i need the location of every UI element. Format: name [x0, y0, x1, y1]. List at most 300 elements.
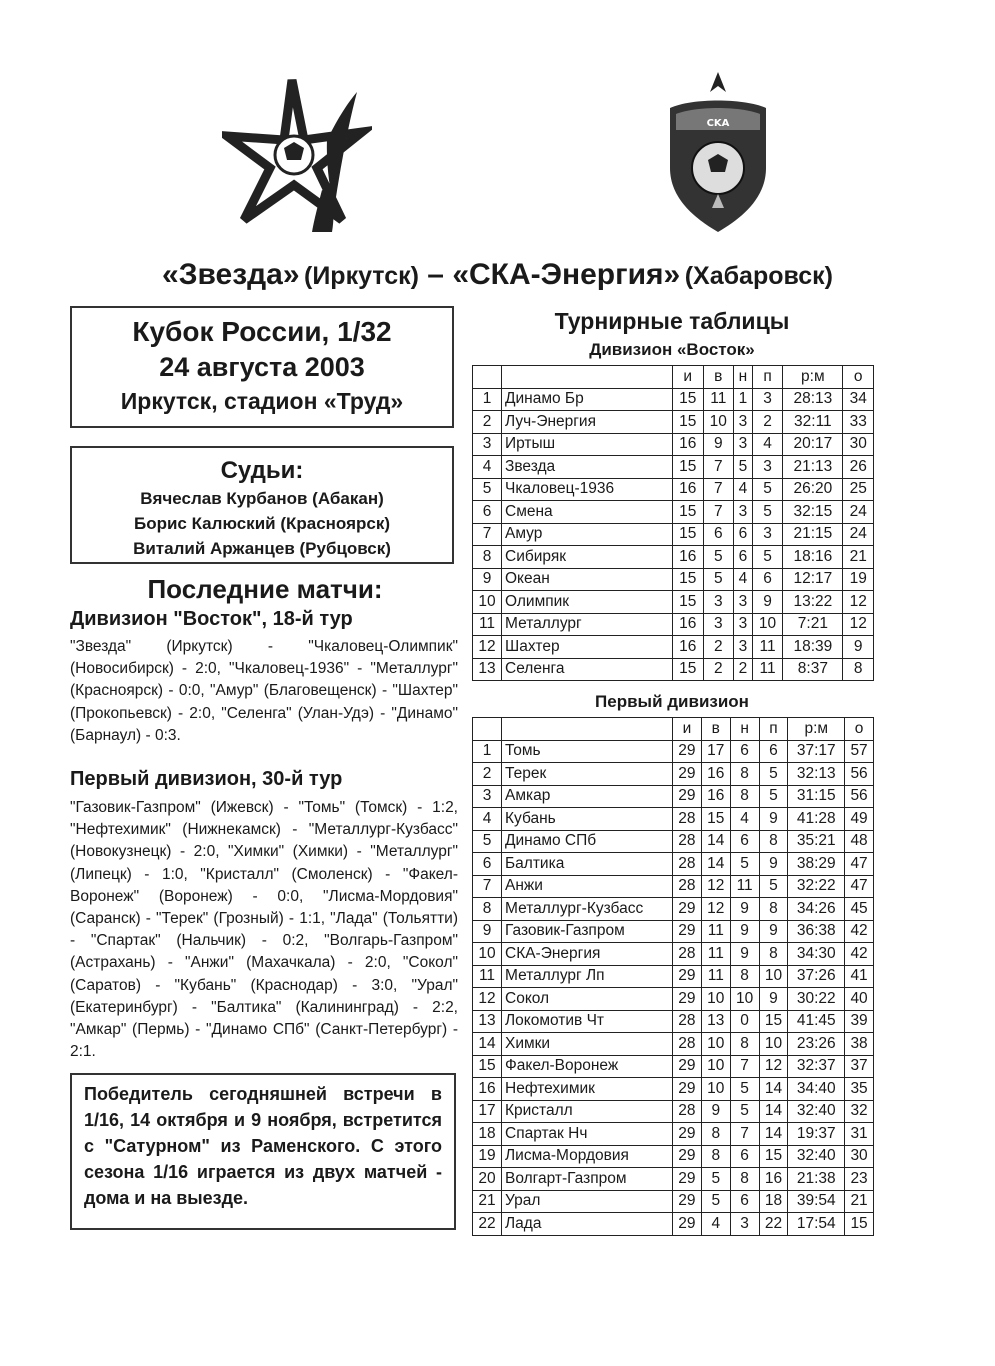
column-header: н [730, 718, 759, 741]
table-cell: 15 [673, 591, 704, 614]
table-cell: 28 [673, 943, 702, 966]
team-name-cell: Металлург Лп [502, 965, 673, 988]
table-cell: 6 [759, 740, 788, 763]
team-name-cell: СКА-Энергия [502, 943, 673, 966]
table-cell: 8:37 [783, 658, 843, 681]
vostok-round-title: Дивизион "Восток", 18-й тур [70, 608, 353, 630]
table-row [473, 1190, 874, 1213]
table-row [473, 1123, 874, 1146]
table-cell: 35 [845, 1078, 874, 1101]
table-cell: 9 [701, 1100, 730, 1123]
table-row [473, 456, 874, 479]
table-cell: 9 [752, 591, 783, 614]
table-cell: 8 [730, 763, 759, 786]
table-cell: 11 [703, 388, 734, 411]
table-cell: 8 [730, 965, 759, 988]
table-cell: 7 [730, 1055, 759, 1078]
table-cell: 18:39 [783, 636, 843, 659]
table-cell: 21 [843, 546, 874, 569]
table-cell: 31:15 [788, 785, 845, 808]
table-cell: 10 [701, 988, 730, 1011]
column-header [502, 366, 673, 389]
table-cell: 15 [673, 568, 704, 591]
table-cell: 16 [701, 785, 730, 808]
table-row [473, 1145, 874, 1168]
table-cell: 17 [701, 740, 730, 763]
table-cell: 10 [759, 965, 788, 988]
table-cell: 8 [843, 658, 874, 681]
table-cell: 29 [673, 920, 702, 943]
table-cell: 1 [473, 740, 502, 763]
table-cell: 28 [673, 1010, 702, 1033]
table-cell: 10 [759, 1033, 788, 1056]
table-row [473, 988, 874, 1011]
table-cell: 4 [734, 568, 753, 591]
column-header: в [703, 366, 734, 389]
table-row [473, 568, 874, 591]
table-cell: 9 [730, 898, 759, 921]
table-cell: 17:54 [788, 1213, 845, 1236]
table-cell: 2 [703, 636, 734, 659]
table-cell: 11 [730, 875, 759, 898]
table-cell: 16 [673, 478, 704, 501]
table-cell: 9 [473, 568, 502, 591]
table-row [473, 1010, 874, 1033]
table-cell: 19:37 [788, 1123, 845, 1146]
table-cell: 4 [701, 1213, 730, 1236]
table-cell: 10 [701, 1078, 730, 1101]
title-dash: – [418, 258, 453, 291]
table-cell: 7 [473, 523, 502, 546]
table-header-row [473, 366, 874, 389]
table-cell: 15 [673, 411, 704, 434]
table-cell: 30 [845, 1145, 874, 1168]
table-cell: 26 [843, 456, 874, 479]
table-cell: 4 [730, 808, 759, 831]
team-name-cell: Нефтехимик [502, 1078, 673, 1101]
table-cell: 34:26 [788, 898, 845, 921]
team-name-cell: Смена [502, 501, 673, 524]
table-cell: 9 [759, 920, 788, 943]
team-name-cell: Балтика [502, 853, 673, 876]
team-name-cell: Чкаловец-1936 [502, 478, 673, 501]
table-cell: 9 [843, 636, 874, 659]
table-cell: 4 [752, 433, 783, 456]
team-name-cell: Динамо Бр [502, 388, 673, 411]
table-cell: 21 [473, 1190, 502, 1213]
table-cell: 15 [673, 388, 704, 411]
table-cell: 3 [703, 613, 734, 636]
table-cell: 6 [734, 546, 753, 569]
table-cell: 32:40 [788, 1145, 845, 1168]
table-cell: 13:22 [783, 591, 843, 614]
team-name-cell: Урал [502, 1190, 673, 1213]
table-cell: 3 [752, 388, 783, 411]
table-cell: 15 [473, 1055, 502, 1078]
table-cell: 22 [759, 1213, 788, 1236]
table-cell: 3 [473, 433, 502, 456]
team-name-cell: Кристалл [502, 1100, 673, 1123]
table-cell: 3 [734, 411, 753, 434]
table-cell: 28 [673, 808, 702, 831]
table-row [473, 591, 874, 614]
table-cell: 10 [701, 1055, 730, 1078]
table-cell: 10 [473, 591, 502, 614]
table-cell: 40 [845, 988, 874, 1011]
table-cell: 31 [845, 1123, 874, 1146]
table-cell: 29 [673, 965, 702, 988]
team-name-cell: Томь [502, 740, 673, 763]
table-cell: 11 [473, 613, 502, 636]
table-cell: 1 [473, 388, 502, 411]
table-cell: 5 [703, 568, 734, 591]
table-cell: 12 [701, 875, 730, 898]
table-cell: 13 [701, 1010, 730, 1033]
table-cell: 28 [673, 853, 702, 876]
team-name-cell: Луч-Энергия [502, 411, 673, 434]
team-name-cell: Терек [502, 763, 673, 786]
table-cell: 16 [473, 1078, 502, 1101]
column-header: о [845, 718, 874, 741]
table-cell: 21:15 [783, 523, 843, 546]
match-venue: Иркутск, стадион «Труд» [120, 388, 404, 414]
first-division-round-title: Первый дивизион, 30-й тур [70, 768, 343, 790]
table-cell: 32:37 [788, 1055, 845, 1078]
table-cell: 12 [759, 1055, 788, 1078]
column-header [473, 366, 502, 389]
table-cell: 1 [734, 388, 753, 411]
table-cell: 6 [752, 568, 783, 591]
table-cell: 18 [473, 1123, 502, 1146]
table-cell: 28 [673, 875, 702, 898]
table-cell: 20:17 [783, 433, 843, 456]
table-cell: 10 [730, 988, 759, 1011]
table-cell: 28:13 [783, 388, 843, 411]
table-cell: 5 [752, 478, 783, 501]
table-cell: 6 [730, 830, 759, 853]
column-header: п [759, 718, 788, 741]
table-cell: 12 [473, 988, 502, 1011]
table-cell: 29 [673, 1213, 702, 1236]
first-division-table-title: Первый дивизион [595, 692, 749, 711]
table-cell: 7 [703, 478, 734, 501]
table-row [473, 433, 874, 456]
table-cell: 6 [730, 1190, 759, 1213]
table-cell: 12 [473, 636, 502, 659]
table-cell: 15 [673, 658, 704, 681]
table-cell: 32:40 [788, 1100, 845, 1123]
table-cell: 45 [845, 898, 874, 921]
table-row [473, 1055, 874, 1078]
table-cell: 20 [473, 1168, 502, 1191]
team-name-cell: Амкар [502, 785, 673, 808]
table-cell: 5 [752, 501, 783, 524]
table-cell: 13 [473, 658, 502, 681]
table-cell: 5 [701, 1190, 730, 1213]
table-cell: 15 [673, 456, 704, 479]
match-date: 24 августа 2003 [159, 352, 365, 382]
table-cell: 7:21 [783, 613, 843, 636]
table-cell: 14 [701, 853, 730, 876]
table-cell: 5 [734, 456, 753, 479]
match-title [30, 258, 965, 292]
table-cell: 8 [701, 1123, 730, 1146]
table-cell: 29 [673, 740, 702, 763]
table-cell: 3 [703, 591, 734, 614]
table-cell: 9 [473, 920, 502, 943]
table-cell: 15 [759, 1010, 788, 1033]
team-name-cell: Химки [502, 1033, 673, 1056]
table-row [473, 1033, 874, 1056]
table-row [473, 875, 874, 898]
table-cell: 14 [759, 1123, 788, 1146]
last-matches-title: Последние матчи: [147, 574, 383, 604]
first-division-standings-table [472, 717, 874, 1236]
table-header-row [473, 718, 874, 741]
table-cell: 4 [473, 456, 502, 479]
team-name-cell: Амур [502, 523, 673, 546]
table-row [473, 1100, 874, 1123]
table-cell: 12 [843, 613, 874, 636]
table-cell: 11 [701, 920, 730, 943]
table-cell: 3 [734, 613, 753, 636]
table-cell: 15 [701, 808, 730, 831]
table-row [473, 546, 874, 569]
team-name-cell: Шахтер [502, 636, 673, 659]
table-row [473, 388, 874, 411]
table-cell: 28 [673, 1033, 702, 1056]
table-row [473, 830, 874, 853]
team-name-cell: Иртыш [502, 433, 673, 456]
table-row [473, 853, 874, 876]
table-cell: 2 [734, 658, 753, 681]
table-cell: 57 [845, 740, 874, 763]
table-row [473, 523, 874, 546]
table-cell: 17 [473, 1100, 502, 1123]
table-cell: 9 [703, 433, 734, 456]
table-cell: 42 [845, 920, 874, 943]
table-cell: 5 [730, 853, 759, 876]
table-cell: 16 [673, 546, 704, 569]
table-cell: 37:17 [788, 740, 845, 763]
table-cell: 8 [730, 785, 759, 808]
table-cell: 9 [759, 988, 788, 1011]
table-cell: 18 [759, 1190, 788, 1213]
team-name-cell: Лисма-Мордовия [502, 1145, 673, 1168]
table-cell: 3 [734, 591, 753, 614]
team-name-cell: Волгарт-Газпром [502, 1168, 673, 1191]
table-cell: 56 [845, 785, 874, 808]
table-cell: 29 [673, 1145, 702, 1168]
team-name-cell: Газовик-Газпром [502, 920, 673, 943]
table-cell: 2 [473, 763, 502, 786]
column-header [502, 718, 673, 741]
team-name-cell: Океан [502, 568, 673, 591]
table-cell: 38 [845, 1033, 874, 1056]
cup-round: Кубок России, 1/32 [132, 316, 392, 347]
table-cell: 22 [473, 1213, 502, 1236]
column-header: р:м [788, 718, 845, 741]
table-cell: 5 [759, 875, 788, 898]
team-name-cell: Спартак Нч [502, 1123, 673, 1146]
table-cell: 14 [473, 1033, 502, 1056]
table-cell: 23:26 [788, 1033, 845, 1056]
table-cell: 11 [701, 943, 730, 966]
table-cell: 14 [759, 1100, 788, 1123]
tables-title: Турнирные таблицы [554, 308, 790, 334]
table-cell: 10 [473, 943, 502, 966]
table-row [473, 920, 874, 943]
table-cell: 39 [845, 1010, 874, 1033]
table-cell: 5 [701, 1168, 730, 1191]
table-cell: 15 [673, 501, 704, 524]
table-cell: 24 [843, 523, 874, 546]
table-cell: 9 [759, 808, 788, 831]
table-row [473, 965, 874, 988]
table-cell: 11 [752, 636, 783, 659]
team-name-cell: Селенга [502, 658, 673, 681]
table-cell: 29 [673, 988, 702, 1011]
table-cell: 24 [843, 501, 874, 524]
table-cell: 49 [845, 808, 874, 831]
table-row [473, 808, 874, 831]
table-cell: 29 [673, 763, 702, 786]
table-cell: 12 [701, 898, 730, 921]
table-cell: 8 [759, 830, 788, 853]
table-cell: 11 [473, 965, 502, 988]
table-cell: 19 [473, 1145, 502, 1168]
table-cell: 26:20 [783, 478, 843, 501]
table-cell: 36:38 [788, 920, 845, 943]
first-division-results-text: "Газовик-Газпром" (Ижевск) - "Томь" (Томск) - 1:2, "Нефтехимик" (Нижнекамск) - "Металлург-Кузбасс" (Новокузнецк) - 2:0, "Химки" (Химки) - "Металлург" (Липецк) - 1:0, "Кристалл" (Смоленск) - "Факел-Воронеж" (Воронеж) - 0:0, "Лисма-Мордовия" (Саранск) - "Терек" (Грозный) - 1:1, "Лада" (Тольятти) - "Спартак" (Нальчик) - 0:2, "Волгарь-Газпром" (Астрахань) - "Анжи" (Махачкала) - 2:0, "Сокол" (Саратов) - "Кубань" (Краснодар) - 3:0, "Урал" (Екатеринбург) - "Балтика" (Калининград) - 2:2, "Амкар" (Пермь) - "Динамо СПб" (Санкт-Петербург) - 2:1. [70, 799, 458, 1061]
home-team: «Звезда» [162, 258, 300, 291]
table-cell: 11 [752, 658, 783, 681]
table-cell: 41 [845, 965, 874, 988]
table-cell: 5 [473, 478, 502, 501]
table-cell: 3 [734, 636, 753, 659]
table-cell: 41:45 [788, 1010, 845, 1033]
column-header: о [843, 366, 874, 389]
table-cell: 25 [843, 478, 874, 501]
table-cell: 7 [730, 1123, 759, 1146]
table-row [473, 478, 874, 501]
table-cell: 14 [701, 830, 730, 853]
column-header: и [673, 718, 702, 741]
table-cell: 5 [759, 763, 788, 786]
table-row [473, 943, 874, 966]
table-cell: 29 [673, 1123, 702, 1146]
table-cell: 34:40 [788, 1078, 845, 1101]
table-row [473, 411, 874, 434]
table-cell: 13 [473, 1010, 502, 1033]
column-header: в [701, 718, 730, 741]
table-cell: 3 [752, 456, 783, 479]
table-row [473, 636, 874, 659]
table-row [473, 740, 874, 763]
table-cell: 8 [701, 1145, 730, 1168]
table-row [473, 501, 874, 524]
team-name-cell: Металлург [502, 613, 673, 636]
table-cell: 2 [752, 411, 783, 434]
column-header: и [673, 366, 704, 389]
star-football-logo [222, 70, 372, 240]
table-cell: 7 [703, 456, 734, 479]
table-cell: 5 [730, 1078, 759, 1101]
table-cell: 11 [701, 965, 730, 988]
referees-box [70, 446, 454, 564]
referee-name: Вячеслав Курбанов (Абакан) [140, 489, 384, 508]
table-cell: 6 [703, 523, 734, 546]
table-cell: 30 [843, 433, 874, 456]
team-name-cell: Кубань [502, 808, 673, 831]
table-cell: 6 [730, 740, 759, 763]
team-name-cell: Лада [502, 1213, 673, 1236]
away-city: (Хабаровск) [684, 262, 833, 290]
team-name-cell: Звезда [502, 456, 673, 479]
table-cell: 2 [703, 658, 734, 681]
table-cell: 38:29 [788, 853, 845, 876]
table-cell: 8 [730, 1033, 759, 1056]
table-cell: 29 [673, 1168, 702, 1191]
table-cell: 16 [673, 613, 704, 636]
table-cell: 12:17 [783, 568, 843, 591]
referee-name: Борис Калюский (Красноярск) [133, 514, 391, 533]
team-name-cell: Металлург-Кузбасс [502, 898, 673, 921]
table-row [473, 658, 874, 681]
table-cell: 5 [730, 1100, 759, 1123]
team-name-cell: Олимпик [502, 591, 673, 614]
table-cell: 8 [759, 898, 788, 921]
team-name-cell: Факел-Воронеж [502, 1055, 673, 1078]
table-cell: 21 [845, 1190, 874, 1213]
table-cell: 19 [843, 568, 874, 591]
table-cell: 4 [473, 808, 502, 831]
table-cell: 10 [703, 411, 734, 434]
svg-text:CKA: CKA [706, 118, 730, 129]
table-cell: 28 [673, 1100, 702, 1123]
column-header [473, 718, 502, 741]
table-cell: 29 [673, 1078, 702, 1101]
table-cell: 5 [752, 546, 783, 569]
cup-info-box [70, 306, 454, 428]
shield-club-crest [662, 68, 774, 236]
team-name-cell: Сибиряк [502, 546, 673, 569]
team-name-cell: Локомотив Чт [502, 1010, 673, 1033]
team-name-cell: Динамо СПб [502, 830, 673, 853]
table-cell: 28 [673, 830, 702, 853]
table-cell: 6 [734, 523, 753, 546]
table-cell: 41:28 [788, 808, 845, 831]
table-cell: 3 [734, 433, 753, 456]
away-team: «СКА-Энергия» [452, 258, 681, 291]
column-header: п [752, 366, 783, 389]
table-cell: 12 [843, 591, 874, 614]
table-cell: 3 [473, 785, 502, 808]
table-cell: 29 [673, 898, 702, 921]
table-cell: 16 [701, 763, 730, 786]
table-cell: 32:13 [788, 763, 845, 786]
table-cell: 32:11 [783, 411, 843, 434]
table-cell: 32:15 [783, 501, 843, 524]
table-row [473, 763, 874, 786]
table-cell: 15 [673, 523, 704, 546]
table-cell: 29 [673, 785, 702, 808]
table-cell: 6 [473, 501, 502, 524]
table-cell: 30:22 [788, 988, 845, 1011]
table-cell: 9 [759, 853, 788, 876]
table-cell: 14 [759, 1078, 788, 1101]
table-cell: 9 [730, 943, 759, 966]
